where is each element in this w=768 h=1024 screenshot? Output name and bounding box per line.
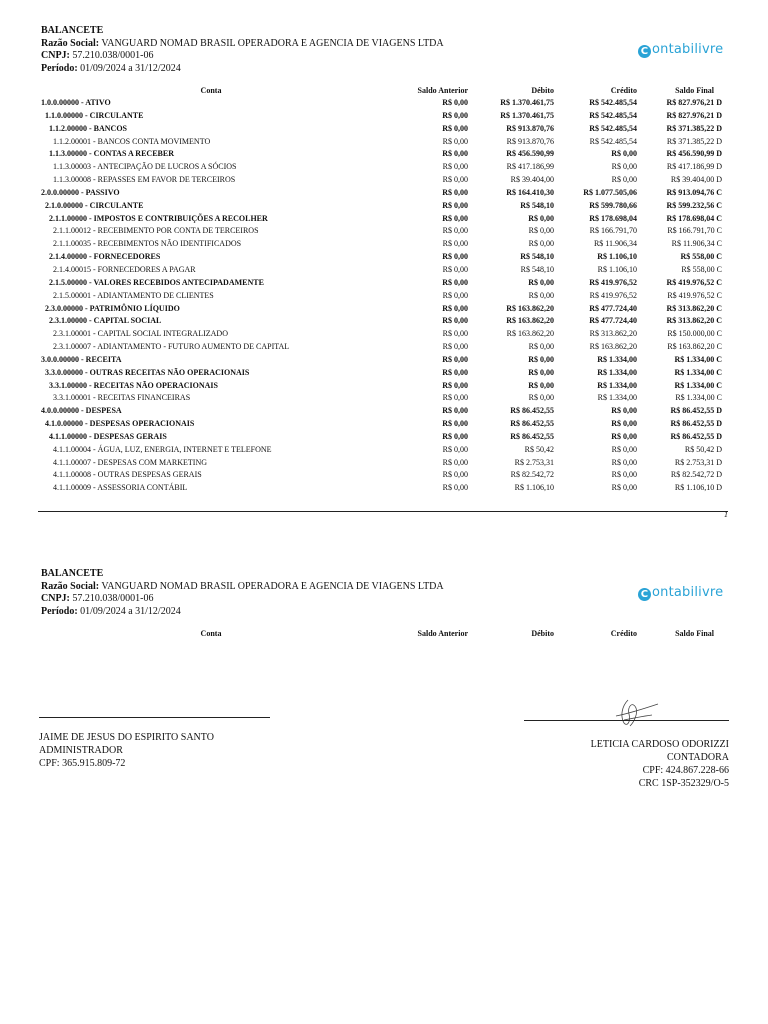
account-name: 2.1.4.00000 - FORNECEDORES — [49, 252, 161, 262]
saldo-final: R$ 1.334,00 C — [675, 393, 722, 403]
signer-role: CONTADORA — [667, 752, 729, 763]
account-name: 1.1.2.00000 - BANCOS — [49, 123, 128, 133]
table-row — [38, 110, 728, 123]
debito: R$ 0,00 — [528, 367, 554, 377]
signature-line-right — [524, 720, 729, 721]
debito: R$ 913.870,76 — [506, 123, 554, 133]
saldo-final: R$ 313.862,20 C — [666, 303, 722, 313]
col-credito: Crédito — [610, 628, 637, 638]
saldo-anterior: R$ 0,00 — [442, 252, 468, 262]
col-debito: Débito — [531, 628, 554, 638]
debito: R$ 456.590,99 — [506, 149, 554, 159]
saldo-final: R$ 417.186,99 D — [666, 162, 722, 172]
col-conta: Conta — [200, 628, 222, 638]
credito: R$ 178.698,04 — [589, 213, 637, 223]
saldo-final: R$ 2.753,31 D — [674, 457, 722, 467]
table-row — [38, 341, 728, 354]
saldo-final: R$ 1.334,00 C — [674, 367, 722, 377]
account-name: 2.1.5.00001 - ADIANTAMENTO DE CLIENTES — [53, 290, 214, 300]
table-row — [38, 136, 728, 149]
saldo-final: R$ 150.000,00 C — [667, 329, 722, 339]
table-row — [38, 238, 728, 251]
table-row — [38, 328, 728, 341]
debito: R$ 1.370.461,75 — [500, 98, 554, 107]
saldo-anterior: R$ 0,00 — [442, 226, 468, 236]
table-row — [38, 277, 728, 290]
account-name: 2.0.0.00000 - PASSIVO — [41, 187, 120, 197]
account-name: 4.0.0.00000 - DESPESA — [41, 406, 122, 416]
periodo: Período: 01/09/2024 a 31/12/2024 — [41, 605, 181, 617]
signature-left — [39, 731, 214, 770]
debito: R$ 0,00 — [528, 354, 554, 364]
saldo-final: R$ 1.334,00 C — [674, 380, 722, 390]
handwritten-signature — [606, 696, 664, 732]
account-name: 2.1.1.00012 - RECEBIMENTO POR CONTA DE TERCEIROS — [53, 226, 259, 236]
saldo-anterior: R$ 0,00 — [442, 380, 468, 390]
credito: R$ 0,00 — [611, 406, 637, 416]
signer-crc: CRC 1SP-352329/O-5 — [638, 778, 729, 789]
credito: R$ 163.862,20 — [589, 342, 637, 352]
account-name: 3.3.1.00001 - RECEITAS FINANCEIRAS — [53, 393, 191, 403]
signer-role: ADMINISTRADOR — [39, 745, 123, 756]
credito: R$ 0,00 — [611, 457, 637, 467]
credito: R$ 1.334,00 — [597, 393, 637, 403]
page-divider — [38, 511, 728, 512]
account-name: 4.1.1.00000 - DESPESAS GERAIS — [49, 431, 167, 441]
credito: R$ 0,00 — [611, 470, 637, 480]
saldo-anterior: R$ 0,00 — [442, 110, 468, 120]
table-row — [38, 123, 728, 136]
table-row — [38, 469, 728, 482]
report-header-1 — [41, 25, 444, 75]
account-name: 1.0.0.00000 - ATIVO — [41, 98, 111, 107]
debito: R$ 163.862,20 — [506, 303, 554, 313]
periodo: Período: 01/09/2024 a 31/12/2024 — [41, 62, 181, 74]
account-name: 1.1.3.00008 - REPASSES EM FAVOR DE TERCEIROS — [53, 175, 236, 185]
saldo-final: R$ 11.906,34 C — [671, 239, 722, 249]
table-row — [38, 97, 728, 110]
saldo-final: R$ 39.404,00 D — [670, 175, 722, 185]
saldo-final: R$ 50,42 D — [684, 444, 722, 454]
table-row — [38, 213, 728, 226]
saldo-final: R$ 558,00 C — [680, 252, 722, 262]
account-name: 2.3.0.00000 - PATRIMÔNIO LÍQUIDO — [45, 303, 180, 313]
razao-social: Razão Social: VANGUARD NOMAD BRASIL OPERADORA E AGENCIA DE VIAGENS LTDA — [41, 37, 444, 49]
signature-right — [529, 738, 729, 790]
table-row — [38, 380, 728, 393]
saldo-anterior: R$ 0,00 — [442, 406, 468, 416]
saldo-anterior: R$ 0,00 — [442, 277, 468, 287]
credito: R$ 1.334,00 — [597, 367, 637, 377]
table-row — [38, 148, 728, 161]
credito: R$ 1.334,00 — [597, 380, 637, 390]
table-row — [38, 264, 728, 277]
saldo-anterior: R$ 0,00 — [442, 393, 468, 403]
debito: R$ 548,10 — [520, 264, 554, 274]
saldo-final: R$ 419.976,52 C — [666, 277, 722, 287]
saldo-anterior: R$ 0,00 — [442, 419, 468, 429]
saldo-anterior: R$ 0,00 — [442, 342, 468, 352]
saldo-final: R$ 86.452,55 D — [670, 406, 722, 416]
debito: R$ 0,00 — [528, 290, 554, 300]
debito: R$ 0,00 — [528, 277, 554, 287]
contabilivre-logo: C ontabilivre — [638, 585, 723, 601]
credito: R$ 1.106,10 — [597, 264, 637, 274]
cnpj: CNPJ: 57.210.038/0001-06 — [41, 593, 154, 604]
saldo-anterior: R$ 0,00 — [442, 457, 468, 467]
credito: R$ 1.334,00 — [597, 354, 637, 364]
credito: R$ 0,00 — [611, 444, 637, 454]
table-header-row — [38, 83, 728, 97]
credito: R$ 166.791,70 — [589, 226, 637, 236]
saldo-anterior: R$ 0,00 — [442, 123, 468, 133]
debito: R$ 417.186,99 — [506, 162, 554, 172]
debito: R$ 0,00 — [528, 213, 554, 223]
table-row — [38, 418, 728, 431]
debito: R$ 0,00 — [528, 342, 554, 352]
account-name: 1.1.2.00001 - BANCOS CONTA MOVIMENTO — [53, 136, 211, 146]
account-name: 2.1.5.00000 - VALORES RECEBIDOS ANTECIPADAMENTE — [49, 277, 264, 287]
signer-name: LETICIA CARDOSO ODORIZZI — [590, 739, 729, 750]
account-name: 3.3.0.00000 - OUTRAS RECEITAS NÃO OPERACIONAIS — [45, 367, 250, 377]
saldo-final: R$ 163.862,20 C — [667, 342, 722, 352]
debito: R$ 39.404,00 — [510, 175, 554, 185]
table-row — [38, 174, 728, 187]
account-name: 3.3.1.00000 - RECEITAS NÃO OPERACIONAIS — [49, 380, 218, 390]
saldo-anterior: R$ 0,00 — [442, 264, 468, 274]
table-body — [38, 97, 728, 495]
saldo-anterior: R$ 0,00 — [442, 303, 468, 313]
table-row — [38, 225, 728, 238]
credito: R$ 1.077.505,06 — [583, 187, 637, 197]
account-name: 1.1.3.00000 - CONTAS A RECEBER — [49, 149, 174, 159]
debito: R$ 0,00 — [528, 380, 554, 390]
debito: R$ 1.370.461,75 — [500, 110, 554, 120]
table-row — [38, 315, 728, 328]
saldo-final: R$ 913.094,76 C — [666, 187, 722, 197]
saldo-anterior: R$ 0,00 — [442, 444, 468, 454]
col-credito: Crédito — [610, 85, 637, 95]
account-name: 4.1.1.00008 - OUTRAS DESPESAS GERAIS — [53, 470, 202, 480]
saldo-final: R$ 558,00 C — [681, 264, 722, 274]
saldo-final: R$ 456.590,99 D — [666, 149, 722, 159]
saldo-anterior: R$ 0,00 — [442, 187, 468, 197]
debito: R$ 0,00 — [528, 226, 554, 236]
saldo-anterior: R$ 0,00 — [442, 316, 468, 326]
saldo-anterior: R$ 0,00 — [442, 213, 468, 223]
saldo-anterior: R$ 0,00 — [442, 367, 468, 377]
account-name: 2.3.1.00007 - ADIANTAMENTO - FUTURO AUMENTO DE CAPITAL — [53, 342, 290, 352]
debito: R$ 164.410,30 — [506, 187, 554, 197]
credito: R$ 542.485,54 — [589, 136, 637, 146]
saldo-final: R$ 827.976,21 D — [666, 110, 722, 120]
saldo-anterior: R$ 0,00 — [442, 98, 468, 107]
cnpj: CNPJ: 57.210.038/0001-06 — [41, 50, 154, 61]
table-row — [38, 444, 728, 457]
saldo-final: R$ 599.232,56 C — [666, 200, 722, 210]
table-header-row — [38, 626, 728, 640]
account-name: 2.3.1.00000 - CAPITAL SOCIAL — [49, 316, 162, 326]
credito: R$ 419.976,52 — [589, 290, 637, 300]
debito: R$ 548,10 — [520, 200, 554, 210]
debito: R$ 913.870,76 — [506, 136, 554, 146]
saldo-anterior: R$ 0,00 — [442, 239, 468, 249]
signer-cpf: CPF: 424.867.228-66 — [642, 765, 729, 776]
credito: R$ 542.485,54 — [589, 110, 637, 120]
account-name: 4.1.1.00009 - ASSESSORIA CONTÁBIL — [53, 483, 188, 493]
credito: R$ 1.106,10 — [597, 252, 637, 262]
credito: R$ 0,00 — [611, 162, 637, 172]
debito: R$ 86.452,55 — [510, 406, 554, 416]
table-row — [38, 251, 728, 264]
col-conta: Conta — [200, 85, 222, 95]
table-row — [38, 367, 728, 380]
report-title: BALANCETE — [41, 568, 104, 579]
saldo-anterior: R$ 0,00 — [442, 136, 468, 146]
saldo-anterior: R$ 0,00 — [442, 483, 468, 493]
debito: R$ 548,10 — [520, 252, 554, 262]
credito: R$ 477.724,40 — [589, 316, 637, 326]
debito: R$ 163.862,20 — [506, 329, 554, 339]
table-row — [38, 187, 728, 200]
credito: R$ 599.780,66 — [589, 200, 637, 210]
account-name: 1.1.3.00003 - ANTECIPAÇÃO DE LUCROS A SÓCIOS — [53, 162, 237, 172]
debito: R$ 0,00 — [528, 239, 554, 249]
debito: R$ 82.542,72 — [510, 470, 554, 480]
debito: R$ 86.452,55 — [510, 419, 554, 429]
debito: R$ 1.106,10 — [514, 483, 554, 493]
saldo-anterior: R$ 0,00 — [442, 162, 468, 172]
saldo-final: R$ 827.976,21 D — [666, 98, 722, 107]
saldo-anterior: R$ 0,00 — [442, 431, 468, 441]
saldo-final: R$ 313.862,20 C — [666, 316, 722, 326]
account-name: 2.1.1.00000 - IMPOSTOS E CONTRIBUIÇÕES A RECOLHER — [49, 213, 268, 223]
report-title: BALANCETE — [41, 25, 104, 36]
credito: R$ 11.906,34 — [593, 239, 637, 249]
credito: R$ 542.485,54 — [589, 98, 637, 107]
table-row — [38, 431, 728, 444]
table-row — [38, 290, 728, 303]
credito: R$ 0,00 — [611, 175, 637, 185]
credito: R$ 0,00 — [611, 483, 637, 493]
account-name: 4.1.1.00004 - ÁGUA, LUZ, ENERGIA, INTERNET E TELEFONE — [53, 444, 272, 454]
account-name: 3.0.0.00000 - RECEITA — [41, 354, 122, 364]
table-row — [38, 482, 728, 495]
account-name: 4.1.0.00000 - DESPESAS OPERACIONAIS — [45, 419, 195, 429]
page-number: 1 — [724, 510, 728, 519]
col-saldo-anterior: Saldo Anterior — [417, 85, 468, 95]
credito: R$ 0,00 — [611, 419, 637, 429]
saldo-anterior: R$ 0,00 — [442, 200, 468, 210]
table-row — [38, 392, 728, 405]
signature-line-left — [39, 717, 270, 718]
saldo-anterior: R$ 0,00 — [442, 175, 468, 185]
saldo-anterior: R$ 0,00 — [442, 354, 468, 364]
debito: R$ 2.753,31 — [514, 457, 554, 467]
debito: R$ 86.452,55 — [510, 431, 554, 441]
table-row — [38, 200, 728, 213]
account-name: 2.3.1.00001 - CAPITAL SOCIAL INTEGRALIZADO — [53, 329, 228, 339]
saldo-anterior: R$ 0,00 — [442, 470, 468, 480]
col-saldo-anterior: Saldo Anterior — [417, 628, 468, 638]
col-saldo-final: Saldo Final — [675, 85, 714, 95]
table-row — [38, 405, 728, 418]
table-row — [38, 303, 728, 316]
account-name: 2.1.0.00000 - CIRCULANTE — [45, 200, 144, 210]
report-header-2 — [41, 568, 444, 618]
saldo-final: R$ 371.385,22 D — [666, 123, 722, 133]
credito: R$ 477.724,40 — [589, 303, 637, 313]
saldo-final: R$ 86.452,55 D — [670, 431, 722, 441]
col-debito: Débito — [531, 85, 554, 95]
saldo-final: R$ 419.976,52 C — [667, 290, 722, 300]
saldo-anterior: R$ 0,00 — [442, 149, 468, 159]
razao-social: Razão Social: VANGUARD NOMAD BRASIL OPERADORA E AGENCIA DE VIAGENS LTDA — [41, 580, 444, 592]
saldo-final: R$ 86.452,55 D — [670, 419, 722, 429]
credito: R$ 542.485,54 — [589, 123, 637, 133]
saldo-final: R$ 166.791,70 C — [667, 226, 722, 236]
debito: R$ 0,00 — [528, 393, 554, 403]
debito: R$ 163.862,20 — [506, 316, 554, 326]
table-row — [38, 161, 728, 174]
saldo-final: R$ 178.698,04 C — [666, 213, 722, 223]
credito: R$ 313.862,20 — [589, 329, 637, 339]
saldo-final: R$ 1.334,00 C — [674, 354, 722, 364]
contabilivre-logo: C ontabilivre — [638, 42, 723, 58]
saldo-final: R$ 1.106,10 D — [674, 483, 722, 493]
account-name: 2.1.1.00035 - RECEBIMENTOS NÃO IDENTIFICADOS — [53, 239, 242, 249]
saldo-anterior: R$ 0,00 — [442, 329, 468, 339]
debito: R$ 50,42 — [524, 444, 554, 454]
credito: R$ 0,00 — [611, 431, 637, 441]
account-name: 2.1.4.00015 - FORNECEDORES A PAGAR — [53, 264, 196, 274]
signer-cpf: CPF: 365.915.809-72 — [39, 758, 126, 769]
account-name: 4.1.1.00007 - DESPESAS COM MARKETING — [53, 457, 208, 467]
table-row — [38, 354, 728, 367]
balancete-table — [38, 83, 728, 495]
saldo-final: R$ 371.385,22 D — [666, 136, 722, 146]
table-row — [38, 457, 728, 470]
signer-name: JAIME DE JESUS DO ESPIRITO SANTO — [39, 732, 214, 743]
credito: R$ 419.976,52 — [589, 277, 637, 287]
account-name: 1.1.0.00000 - CIRCULANTE — [45, 110, 144, 120]
saldo-anterior: R$ 0,00 — [442, 290, 468, 300]
credito: R$ 0,00 — [611, 149, 637, 159]
col-saldo-final: Saldo Final — [675, 628, 714, 638]
balancete-table-header-2 — [38, 626, 728, 640]
saldo-final: R$ 82.542,72 D — [670, 470, 722, 480]
